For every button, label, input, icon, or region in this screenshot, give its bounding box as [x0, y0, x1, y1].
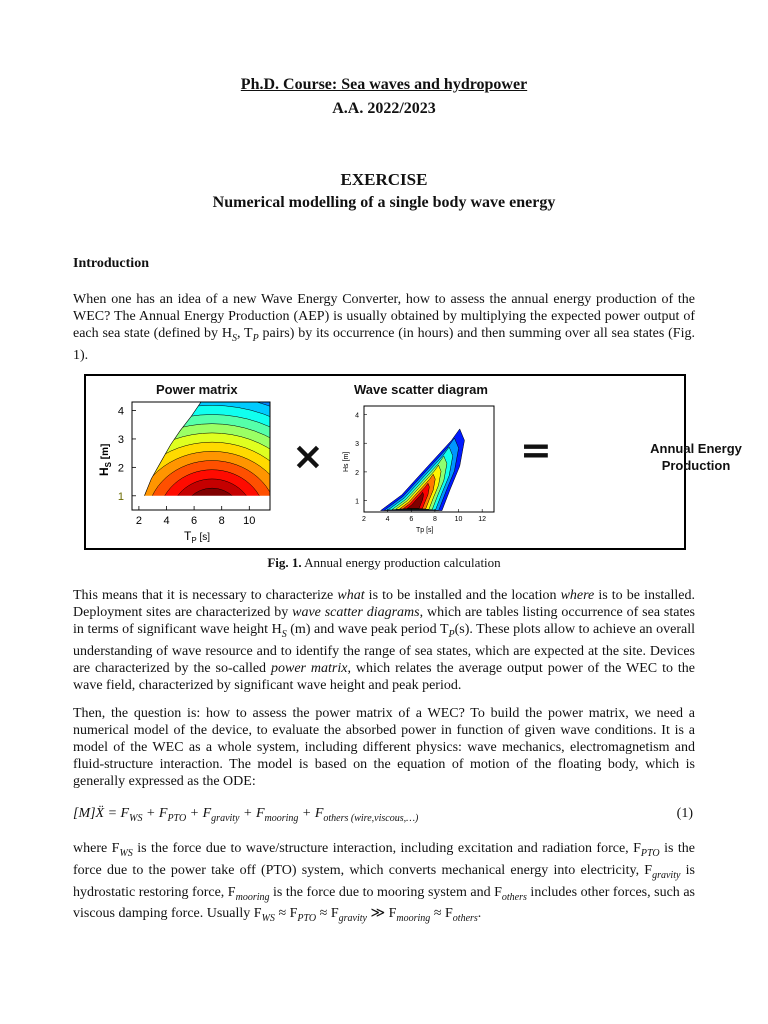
- power-matrix-y-tick-label: 3: [117, 433, 124, 446]
- scatter-xlabel: Tp [s]: [416, 527, 434, 534]
- scatter-y-tick-label: 4: [355, 412, 359, 420]
- figure-1-box: [84, 374, 742, 550]
- power-matrix-x-tick-label: 2: [135, 515, 142, 527]
- equals-symbol: =: [520, 428, 552, 472]
- course-title: Ph.D. Course: Sea waves and hydropower: [240, 76, 528, 93]
- scatter-x-tick-label: 2: [362, 516, 366, 523]
- scatter-ylabel: Hs [m]: [343, 451, 350, 472]
- scatter-diagram-chart: [334, 400, 506, 546]
- body-paragraph-2: This means that it is necessary to characterize what is to be installed and the location where is to be installed. Deployment sites are characterized by wave scatter diagrams, which are tables listing occurrence of sea states in terms of significant wave height $H_S$ (m) and wave peak period $T_P(s)$. These plots allow to achieve an overall understanding of wave resource and to identify the range of sea states, which are expected at the site. Devices are characterized by the so-called power matrix, which relates the average output power of the WEC to the wave field, characterized by significant wave height and peak period.: [73, 588, 696, 693]
- power-matrix-y-tick-label: 1: [117, 490, 124, 503]
- scatter-x-tick-label: 8: [432, 516, 437, 523]
- power-matrix-x-tick-label: 8: [218, 515, 225, 527]
- scatter-x-tick-label: 10: [454, 516, 463, 523]
- equation-1: [M]Ẍ = $F_{WS} + F_{PTO} + F_{gravity} + F_{mooring} + F_{others (wire,viscous,\dots)}$ (1): [73, 806, 693, 824]
- equation-number: (1): [676, 806, 693, 821]
- power-matrix-y-tick-label: 4: [117, 405, 124, 418]
- aep-label: [648, 440, 744, 474]
- power-matrix-ylabel: $H_S$ [m]: [97, 443, 113, 476]
- scatter-y-tick-label: 2: [355, 469, 359, 477]
- scatter-x-tick-label: 6: [409, 516, 414, 523]
- power-matrix-xlabel: $T_P$ [s]: [184, 529, 211, 545]
- power-matrix-x-tick-label: 4: [163, 515, 170, 527]
- exercise-heading: EXERCISE: [340, 170, 428, 189]
- power-matrix-y-tick-label: 2: [117, 462, 124, 475]
- times-symbol: ×: [292, 434, 324, 478]
- exercise-subtitle: Numerical modelling of a single body wave energy: [212, 194, 556, 211]
- aep-label-line1: Annual Energy: [650, 441, 742, 456]
- scatter-y-tick-label: 3: [355, 441, 359, 449]
- body-paragraph-3: Then, the question is: how to assess the power matrix of a WEC? To build the power matrix, we need a numerical model of the device, to evaluate the absorbed power in function of given wave conditions. It is a model of the WEC as a whole system, including different physics: wave mechanics, electromagnetism and fluid-structure interaction. The model is based on the equation of motion of the floating body, which is generally expressed as the ODE:: [73, 706, 695, 789]
- power-matrix-x-tick-label: 6: [191, 515, 198, 527]
- power-matrix-chart: [96, 396, 286, 546]
- caption-text: Annual energy production calculation: [301, 555, 501, 570]
- academic-year: A.A. 2022/2023: [332, 100, 436, 117]
- caption-label: Fig. 1.: [267, 555, 302, 570]
- scatter-x-tick-label: 12: [478, 516, 487, 523]
- scatter-diagram-title: Wave scatter diagram: [354, 382, 488, 397]
- body-paragraph-4: where $F_{WS}$ is the force due to wave/structure interaction, including excitation and radiation force, $F_{PTO}$ is the force due to the power take off (PTO) system, which converts mechanical energy into electricity, $F_{gravity}$ is hydrostatic restoring force, $F_{mooring}$ is the force due to mooring system and $F_{others}$ includes other forces, such as viscous damping force. Usually $F_{WS} \approx F_{PTO} \approx F_{gravity}$ ≫ $F_{mooring} \approx F_{others}$.: [73, 841, 695, 925]
- power-matrix-title: Power matrix: [156, 382, 238, 397]
- introduction-heading: Introduction: [73, 256, 149, 271]
- scatter-y-tick-label: 1: [355, 498, 359, 506]
- intro-paragraph: When one has an idea of a new Wave Energy Converter, how to assess the annual energy production of the WEC? The Annual Energy Production (AEP) is usually obtained by multiplying the expected power output of each sea state (defined by $H_S$, $T_P$ pairs) by its occurrence (in hours) and then summing over all sea states (Fig. 1).: [73, 292, 695, 363]
- aep-label-line2: Production: [661, 458, 731, 473]
- figure-caption: [0, 555, 768, 571]
- power-matrix-x-tick-label: 10: [243, 515, 256, 527]
- scatter-x-tick-label: 4: [385, 516, 390, 523]
